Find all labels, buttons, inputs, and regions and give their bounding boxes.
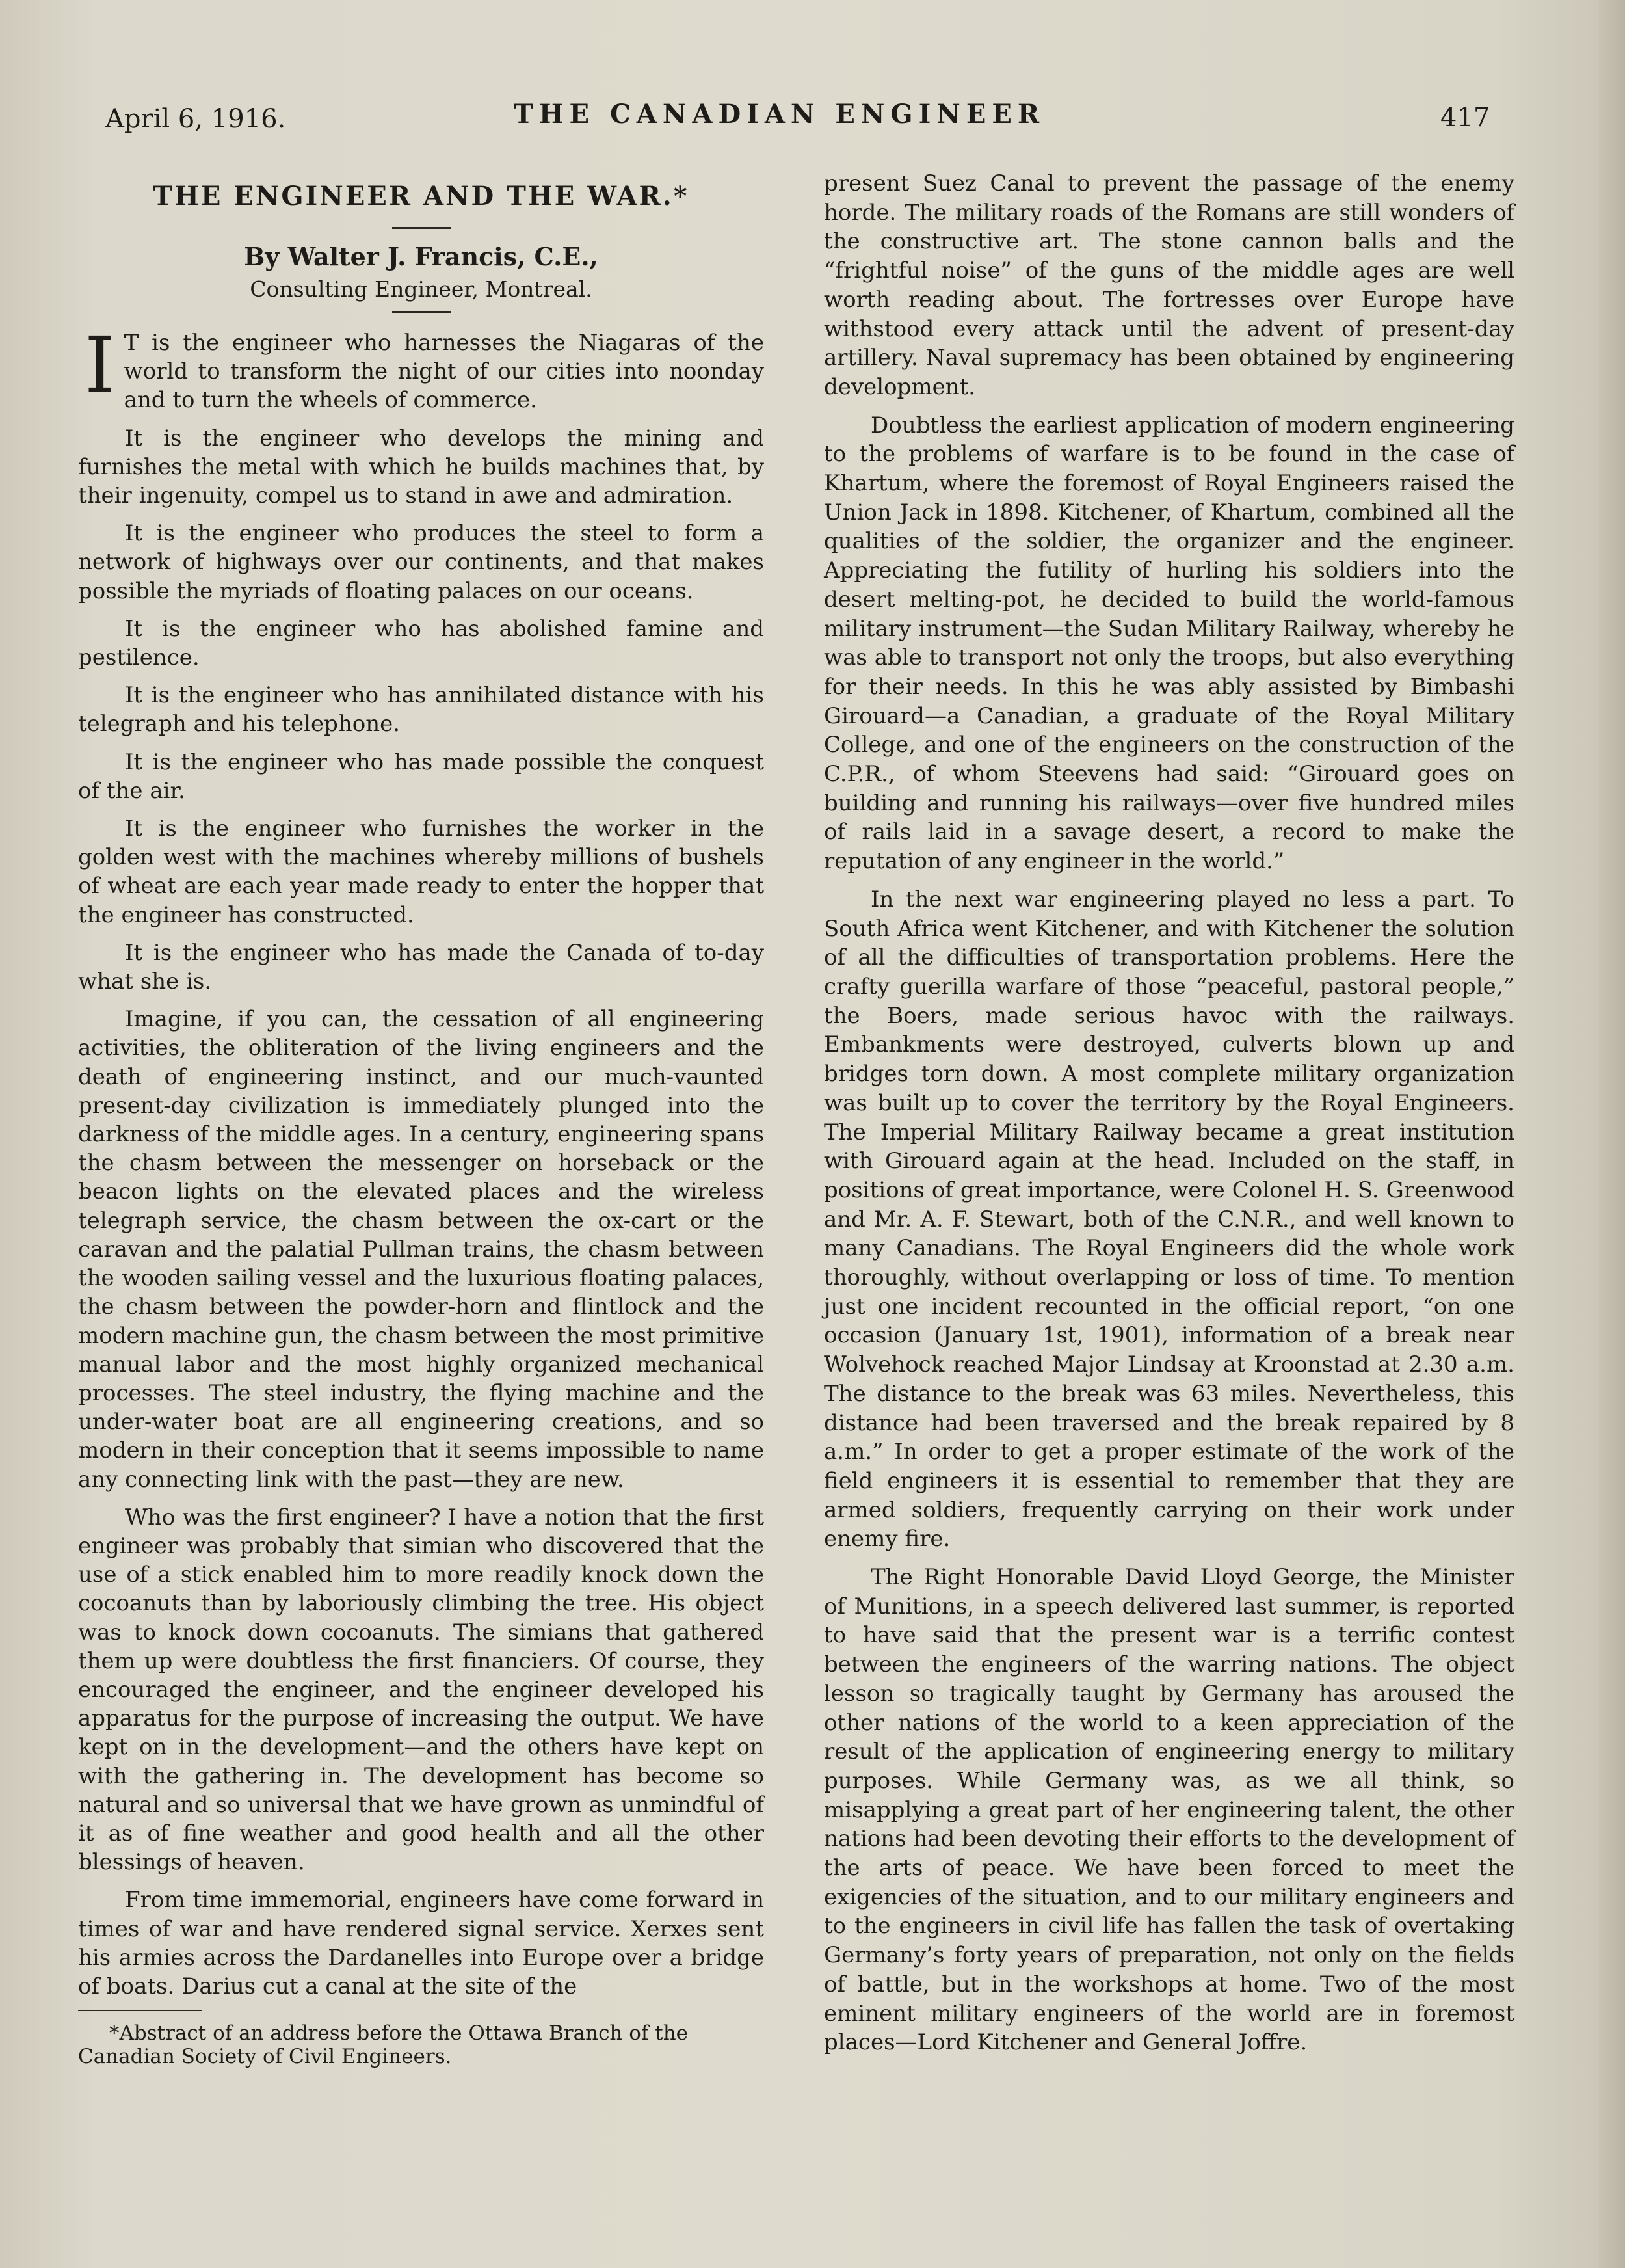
paragraph: In the next war engineering played no less a part. To South Africa went Kitchener, and with Kitchener the solution of all the difficulties of transportation problems. Here the crafty guerilla warfare of those “peaceful, pastoral people,” the Boers, made serious havoc with the railways. Embankments were destroyed, culverts blown up and bridges torn down. A most complete military organization was built up to cover the territory by the Royal Engineers. The Imperial Military Railway became a great institution with Girouard again at the head. Included on the staff, in positions of great importance, were Colonel H. S. Greenwood and Mr. A. F. Stewart, both of the C.N.R., and well known to many Canadians. The Royal Engineers did the whole work thoroughly, without overlapping or loss of time. To mention just one incident recounted in the official report, “on one occasion (January 1st, 1901), information of a break near Wolvehock reached Major Lindsay at Kroonstad at 2.30 a.m. The distance to the break was 63 miles. Nevertheless, this distance had been traversed and the break repaired by 8 a.m.” In order to get a proper estimate of the work of the field engineers it is essential to remember that they are armed soldiers, frequently carrying on their work under enemy fire. (824, 886, 1514, 1553)
paragraph: From time immemorial, engineers have come forward in times of war and have rendered signal service. Xerxes sent his armies across the Dardanelles into Europe over a bridge of boats. Darius cut a canal at the site of the (78, 1887, 764, 1999)
paragraph (78, 320, 764, 415)
footnote-rule (78, 2010, 202, 2011)
paragraph: It is the engineer who develops the mining and furnishes the metal with which he builds machines that, by their ingenuity, compel us to stand in awe and admiration. (78, 425, 764, 509)
page-edge (1598, 0, 1625, 2268)
running-header (0, 98, 1625, 143)
right-column (824, 169, 1514, 2066)
paragraph: It is the engineer who has made possible the conquest of the air. (78, 749, 764, 804)
paragraph: It is the engineer who has abolished famine and pestilence. (78, 615, 764, 671)
paragraph: It is the engineer who has annihilated distance with his telegraph and his telephone. (78, 682, 764, 738)
paragraph: Doubtless the earliest application of modern engineering to the problems of warfare is to be found in the case of Khartum, where the foremost of Royal Engineers raised the Union Jack in 1898. Kitchener, of Khartum, combined all the qualities of the soldier, the organizer and the engineer. Appreciating the futility of hurling his soldiers into the desert melting-pot, he decided to build the world-famous military instrument—the Sudan Military Railway, whereby he was able to transport not only the troops, but also everything for their needs. In this he was ably assisted by Bimbashi Girouard—a Canadian, a graduate of the Royal Military College, and one of the engineers on the construction of the C.P.R., of whom Steevens had said: “Girouard goes on building and running his railways—over five hundred miles of rails laid in a savage desert, a record to make the reputation of any engineer in the world.” (824, 412, 1514, 875)
paragraph: The Right Honorable David Lloyd George, the Minister of Munitions, in a speech delivered last summer, is reported to have said that the present war is a terrific contest between the engineers of the warring nations. The object lesson so tragically taught by Germany has aroused the other nations of the world to a keen appreciation of the result of the application of engineering energy to military purposes. While Germany was, as we all think, so misapplying a great part of her engineering talent, the other nations had been devoting their efforts to the development of the arts of peace. We have been forced to meet the exigencies of the situation, and to our military engineers and to the engineers in civil life has fallen the task of overtaking Germany’s forty years of preparation, not only on the fields of battle, but in the workshops at home. Two of the most eminent military engineers of the world are in foremost places—Lord Kitchener and General Joffre. (824, 1564, 1514, 2056)
journal-title: THE CANADIAN ENGINEER (514, 99, 1046, 129)
page-number: 417 (1440, 103, 1490, 133)
left-column (78, 169, 764, 2068)
paragraph: Who was the first engineer? I have a notion that the first engineer was probably that simian who discovered that the use of a stick enabled him to more readily knock down the cocoanuts than by laboriously climbing the tree. His object was to knock down cocoanuts. The simians that gathered them up were doubtless the first financiers. Of course, they encouraged the engineer, and the engineer developed his apparatus for the purpose of increasing the output. We have kept on in the development—and the others have kept on with the gathering in. The development has become so natural and so universal that we have grown as unmindful of it as of fine weather and good health and all the other blessings of heaven. (78, 1504, 764, 1876)
author-byline: By Walter J. Francis, C.E., (244, 242, 598, 271)
title-divider (392, 227, 451, 229)
paragraph: It is the engineer who has made the Canada of to-day what she is. (78, 939, 764, 995)
paragraph-text: T is the engineer who harnesses the Niagaras of the world to transform the night of our cities into noonday and to turn the wheels of commerce. (124, 330, 764, 414)
byline-divider (392, 311, 451, 313)
author-affiliation: Consulting Engineer, Montreal. (250, 276, 592, 302)
paragraph: Imagine, if you can, the cessation of all engineering activities, the obliteration of the living engineers and the death of engineering instinct, and our much-vaunted present-day civilization is immediately plunged into the darkness of the middle ages. In a century, engineering spans the chasm between the messenger on horseback or the beacon lights on the elevated places and the wireless telegraph service, the chasm between the ox-cart or the caravan and the palatial Pullman trains, the chasm between the wooden sailing vessel and the luxurious floating palaces, the chasm between the powder-horn and flintlock and the modern machine gun, the chasm between the most primitive manual labor and the most highly organized mechanical processes. The steel industry, the flying machine and the under-water boat are all engineering creations, and so modern in their conception that it seems impossible to name any connecting link with the past—they are new. (78, 1006, 764, 1493)
paragraph: present Suez Canal to prevent the passage of the enemy horde. The military roads of the Romans are still wonders of the constructive art. The stone cannon balls and the “frightful noise” of the guns of the middle ages are well worth reading about. The fortresses over Europe have withstood every attack until the advent of present-day artillery. Naval supremacy has been obtained by engineering development. (824, 170, 1514, 400)
article-title: THE ENGINEER AND THE WAR.* (153, 181, 689, 211)
paragraph: It is the engineer who produces the steel to form a network of highways over our continents, and that makes possible the myriads of floating palaces on our oceans. (78, 520, 764, 604)
paragraph: It is the engineer who furnishes the worker in the golden west with the machines whereby millions of bushels of wheat are each year made ready to enter the hopper that the engineer has constructed. (78, 816, 764, 928)
drop-cap: I (85, 320, 115, 410)
footnote: *Abstract of an address before the Ottawa Branch of the Canadian Society of Civil Engineers. (78, 2021, 689, 2069)
issue-date: April 6, 1916. (105, 104, 286, 134)
